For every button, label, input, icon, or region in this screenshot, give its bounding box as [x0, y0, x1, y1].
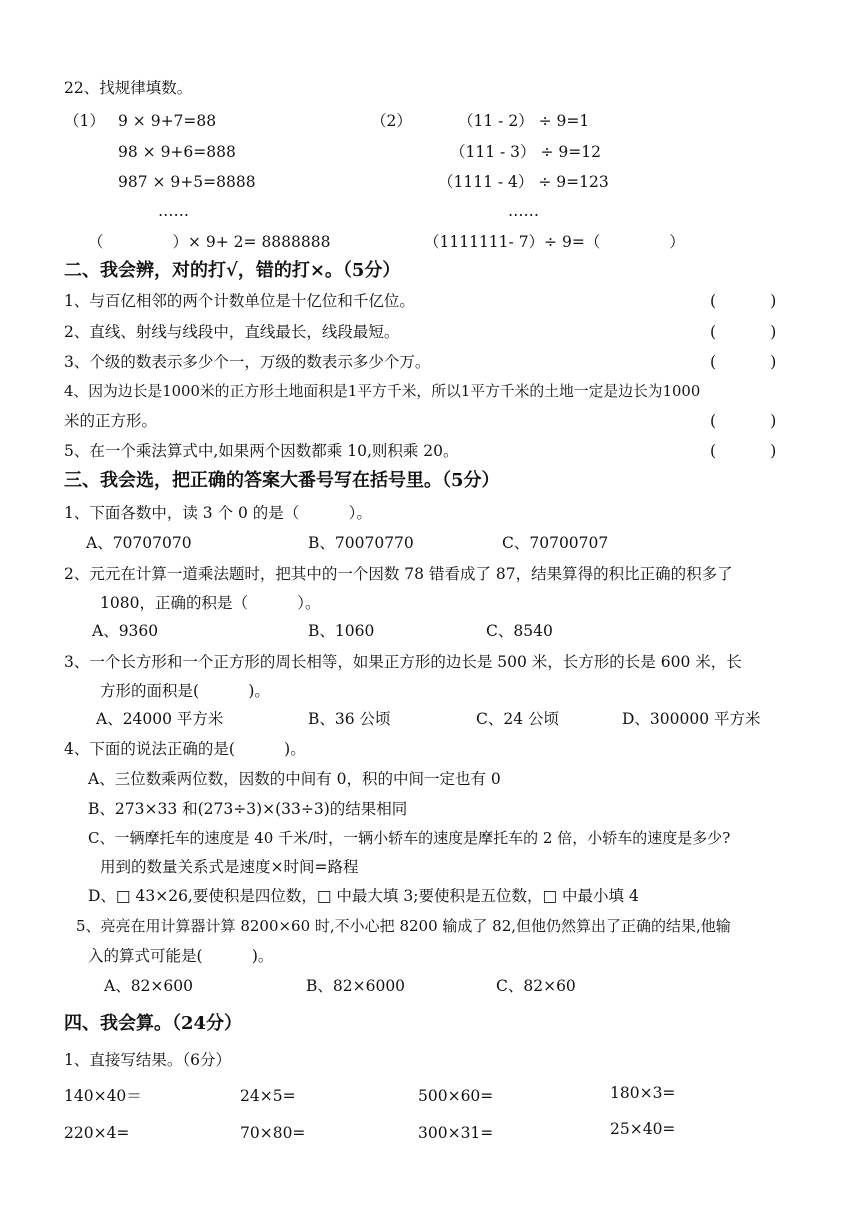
choice-q2-cont: 1080，正确的积是（ ）。 — [100, 594, 321, 612]
choice-q3: 3、一个长方形和一个正方形的周长相等，如果正方形的边长是 500 米，长方形的长是 600 米，长 — [64, 653, 742, 671]
choice-q5-cont: 入的算式可能是( )。 — [88, 947, 274, 965]
q22-part1-blank[interactable]: （ ）× 9+ 2= 8888888 — [88, 233, 331, 251]
calc-item: 220×4= — [64, 1124, 130, 1142]
calc-item: 180×3= — [610, 1084, 676, 1102]
calc-item: 500×60= — [418, 1087, 494, 1105]
option[interactable]: C、8540 — [486, 622, 553, 640]
option[interactable]: D、300000 平方米 — [622, 710, 761, 728]
choice-q1: 1、下面各数中，读 3 个 0 的是（ ）。 — [64, 504, 372, 522]
calc-item: 300×31= — [418, 1124, 494, 1142]
q22-part2-label: （2） — [371, 112, 412, 130]
calc-item: 25×40= — [610, 1120, 676, 1138]
option[interactable]: A、9360 — [92, 622, 159, 640]
judge-item-4: 4、因为边长是1000米的正方形土地面积是1平方千米，所以1平方千米的土地一定是边长为1000 — [64, 383, 701, 400]
judge-item-2: 2、直线、射线与线段中，直线最长，线段最短。 — [64, 323, 400, 341]
option[interactable]: C、82×60 — [496, 977, 576, 995]
q22-part2-ellipsis: …… — [508, 202, 539, 220]
option-cont: 用到的数量关系式是速度×时间=路程 — [100, 858, 359, 876]
option[interactable]: B、70070770 — [308, 534, 414, 552]
option[interactable]: A、70707070 — [86, 534, 192, 552]
option[interactable]: C、70700707 — [502, 534, 609, 552]
q22-part1-label: （1） — [64, 112, 105, 130]
option[interactable]: D、□ 43×26,要使积是四位数，□ 中最大填 3;要使积是五位数，□ 中最小填 4 — [88, 887, 639, 905]
section-4-sub1: 1、直接写结果。（6分） — [64, 1051, 231, 1069]
choice-q4: 4、下面的说法正确的是( )。 — [64, 740, 306, 758]
option[interactable]: C、24 公顷 — [476, 710, 560, 728]
q22-part1-ellipsis: …… — [158, 202, 189, 220]
q22-part1-line: 9 × 9+7=88 — [118, 112, 217, 130]
choice-q3-cont: 方形的面积是( )。 — [100, 682, 270, 700]
q22-part2-line: （11 - 2） ÷ 9=1 — [458, 112, 590, 130]
q22-part2-blank[interactable]: （1111111- 7）÷ 9=（ ） — [424, 233, 685, 251]
answer-bracket[interactable]: ( ) — [710, 442, 777, 460]
answer-bracket[interactable]: ( ) — [710, 292, 777, 310]
calc-item: 24×5= — [240, 1087, 296, 1105]
calc-item: 140×40＝ — [64, 1087, 142, 1105]
option[interactable]: A、三位数乘两位数，因数的中间有 0，积的中间一定也有 0 — [88, 770, 501, 788]
answer-bracket[interactable]: ( ) — [710, 353, 777, 371]
judge-item-5: 5、在一个乘法算式中,如果两个因数都乘 10,则积乘 20。 — [64, 442, 459, 460]
option[interactable]: A、24000 平方米 — [96, 710, 224, 728]
choice-q5: 5、亮亮在用计算器计算 8200×60 时,不小心把 8200 输成了 82,但他仍然算出了正确的结果,他输 — [76, 917, 731, 935]
option[interactable]: B、273×33 和(273÷3)×(33÷3)的结果相同 — [88, 800, 408, 818]
option[interactable]: B、36 公顷 — [308, 710, 391, 728]
choice-q2: 2、元元在计算一道乘法题时，把其中的一个因数 78 错看成了 87，结果算得的积比正确的积多了 — [64, 565, 733, 583]
q22-part1-line: 987 × 9+5=8888 — [118, 173, 256, 191]
q22-part2-line: （1111 - 4） ÷ 9=123 — [438, 173, 609, 191]
judge-item-3: 3、个级的数表示多少个一，万级的数表示多少个万。 — [64, 353, 431, 371]
section-4-title: 四、我会算。（24分） — [64, 1013, 243, 1034]
option[interactable]: B、1060 — [308, 622, 375, 640]
answer-bracket[interactable]: ( ) — [710, 412, 777, 430]
q22-part2-line: （111 - 3） ÷ 9=12 — [450, 143, 601, 161]
calc-item: 70×80= — [240, 1124, 306, 1142]
section-2-title: 二、我会辨，对的打√，错的打×。（5分） — [64, 260, 401, 281]
answer-bracket[interactable]: ( ) — [710, 323, 777, 341]
option[interactable]: C、一辆摩托车的速度是 40 千米/时，一辆小轿车的速度是摩托车的 2 倍，小轿车的速度是多少? — [88, 829, 731, 847]
q22-title: 22、找规律填数。 — [64, 79, 193, 97]
option[interactable]: A、82×600 — [104, 977, 193, 995]
option[interactable]: B、82×6000 — [306, 977, 406, 995]
judge-item-4-cont: 米的正方形。 — [64, 412, 158, 430]
judge-item-1: 1、与百亿相邻的两个计数单位是十亿位和千亿位。 — [64, 292, 415, 310]
q22-part1-line: 98 × 9+6=888 — [118, 143, 236, 161]
section-3-title: 三、我会选，把正确的答案大番号写在括号里。（5分） — [64, 470, 500, 491]
